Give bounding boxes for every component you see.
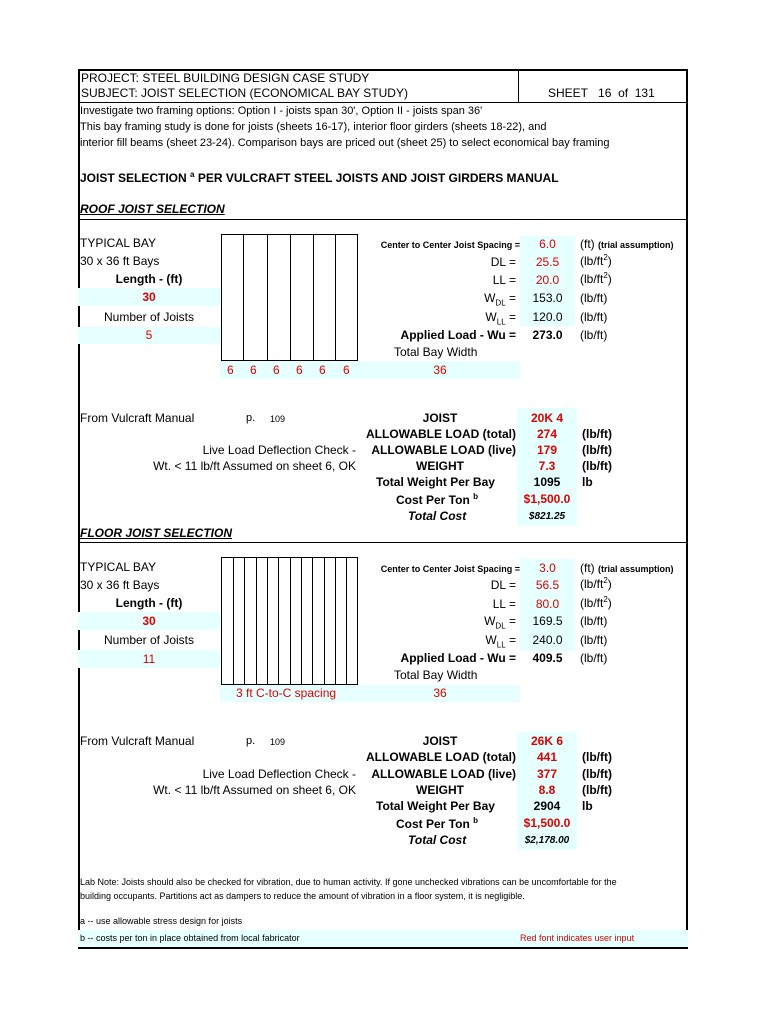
floor-dl-unit: $(lb/ft^2)$	[580, 576, 612, 591]
floor-spacing-value: 3.0	[539, 561, 556, 575]
floor-weight-value: 8.8	[538, 783, 556, 797]
roof-dl-value: 25.5	[535, 255, 560, 269]
floor-spacing-unit	[580, 561, 674, 575]
floor-dl-value: 56.5	[535, 578, 560, 592]
floor-cost-ton-text: Cost Per Ton	[396, 817, 470, 831]
floor-bays: 30 x 36 ft Bays	[80, 578, 160, 592]
footnote-b: b -- costs per ton in place obtained from local fabricator	[80, 933, 300, 943]
roof-applied-label: Applied Load - Wu =	[400, 328, 516, 342]
roof-wdl-w: W	[484, 291, 496, 305]
roof-wdl-value: 153.0	[532, 291, 563, 305]
main-title	[80, 170, 559, 185]
floor-weight-unit: (lb/ft)	[582, 783, 612, 797]
roof-allow-live-value: 179	[536, 443, 558, 457]
red-font-note: Red font indicates user input	[520, 933, 635, 943]
floor-allow-total-value: 441	[536, 750, 558, 764]
floor-weight-label: WEIGHT	[416, 783, 464, 797]
roof-wdl-label: $W_{DL}$ =	[484, 291, 516, 308]
floor-divider	[78, 542, 688, 543]
intro-line-2: This bay framing study is done for joists (sheets 16-17), interior floor girders (sheets 18-22), and	[80, 121, 547, 133]
roof-page-label: p.	[246, 412, 256, 424]
roof-applied-value: 273.0	[532, 328, 563, 342]
footnote-a: a -- use allowable stress design for joists	[80, 916, 243, 926]
main-title-footnote: a	[190, 170, 195, 179]
floor-wll-w: W	[485, 633, 497, 647]
floor-wll-label: $W_{LL}$ =	[485, 633, 516, 650]
floor-cost-ton-label	[396, 816, 478, 831]
roof-spacing-5: 6	[319, 363, 326, 377]
roof-num-joists-value: 5	[145, 328, 153, 342]
lab-note-line-2: building occupants. Partitions act as dampers to reduce the amount of vibration in a floor system, it is negligible.	[80, 891, 525, 901]
roof-ll-unit: $(lb/ft^2)$	[580, 271, 612, 286]
roof-weight-value: 7.3	[538, 459, 556, 473]
roof-total-weight-unit: lb	[582, 475, 593, 489]
roof-total-bay-width: 36	[433, 363, 447, 377]
floor-joist-line	[290, 558, 291, 684]
main-title-rest: PER VULCRAFT STEEL JOISTS AND JOIST GIRDERS MANUAL	[197, 171, 559, 185]
floor-wdl-sub: DL	[495, 621, 506, 631]
roof-length-value: 30	[142, 290, 156, 304]
floor-bay-diagram	[221, 557, 358, 685]
floor-spacing-unit-text: (ft)	[580, 561, 595, 575]
floor-spacing-label: Center to Center Joist Spacing =	[380, 564, 520, 574]
roof-wll-label: $W_{LL}$ =	[485, 310, 516, 327]
sheet-total: 131	[634, 86, 655, 100]
floor-applied-value: 409.5	[532, 651, 563, 665]
roof-spacing-value: 6.0	[539, 237, 556, 251]
floor-joist-line	[324, 558, 325, 684]
floor-joist-line	[278, 558, 279, 684]
roof-ll-check: Live Load Deflection Check -	[202, 443, 356, 457]
floor-joist-line	[312, 558, 313, 684]
roof-length-label: Length - (ft)	[115, 272, 183, 286]
roof-divider	[78, 219, 688, 220]
roof-applied-unit: (lb/ft)	[580, 328, 608, 342]
roof-dl-unit: $(lb/ft^2)$	[580, 253, 612, 268]
roof-joist-line	[243, 235, 244, 360]
floor-dl-label: DL =	[490, 578, 516, 592]
floor-total-cost-value: $2,178.00	[524, 835, 570, 846]
floor-section-title: FLOOR JOIST SELECTION	[80, 526, 233, 540]
floor-total-bay-width-label: Total Bay Width	[394, 668, 478, 682]
lab-note-line-1: Lab Note: Joists should also be checked for vibration, due to human activity. If gone unchecked vibrations can be uncomfortable for the	[80, 877, 617, 887]
floor-wdl-value: 169.5	[532, 614, 563, 628]
floor-allow-live-unit: (lb/ft)	[582, 767, 612, 781]
roof-wdl-sub: DL	[495, 298, 506, 308]
roof-cost-ton-label	[396, 492, 478, 507]
roof-ll-value: 20.0	[535, 273, 560, 287]
main-title-text: JOIST SELECTION	[80, 171, 187, 185]
roof-weight-label: WEIGHT	[416, 459, 464, 473]
roof-spacing-4: 6	[296, 363, 303, 377]
floor-joist-line	[256, 558, 257, 684]
project-title: PROJECT: STEEL BUILDING DESIGN CASE STUDY	[81, 71, 370, 85]
roof-total-cost-label: Total Cost	[408, 509, 467, 523]
floor-trial-note: (trial assumption)	[598, 564, 674, 574]
roof-wll-value: 120.0	[532, 310, 563, 324]
floor-allow-live-label: ALLOWABLE LOAD (live)	[371, 767, 516, 781]
roof-bay-diagram	[221, 234, 358, 361]
floor-total-cost-label: Total Cost	[408, 833, 467, 847]
floor-joist-line	[335, 558, 336, 684]
roof-allow-live-label: ALLOWABLE LOAD (live)	[371, 443, 516, 457]
roof-cost-ton-text: Cost Per Ton	[396, 493, 470, 507]
floor-applied-unit: (lb/ft)	[580, 651, 608, 665]
roof-wll-w: W	[485, 310, 497, 324]
floor-dl-unit-text: (lb/ft	[580, 577, 604, 591]
roof-wll-sub: LL	[496, 317, 506, 327]
floor-from-manual: From Vulcraft Manual	[80, 734, 195, 748]
roof-typical-bay: TYPICAL BAY	[80, 236, 157, 250]
floor-wdl-unit: (lb/ft)	[580, 614, 608, 628]
roof-ll-label: LL =	[492, 273, 516, 287]
floor-typical-bay: TYPICAL BAY	[80, 560, 157, 574]
roof-joist-line	[290, 235, 291, 360]
roof-spacing-2: 6	[250, 363, 257, 377]
intro-line-3: interior fill beams (sheet 23-24). Comparison bays are priced out (sheet 25) to select economical bay framing	[80, 137, 610, 149]
roof-dl-unit-text: (lb/ft	[580, 254, 604, 268]
roof-from-manual: From Vulcraft Manual	[80, 411, 195, 425]
floor-wll-unit: (lb/ft)	[580, 633, 608, 647]
calc-sheet	[78, 69, 688, 949]
floor-joist-value: 26K 6	[530, 734, 564, 748]
roof-joist-line	[335, 235, 336, 360]
roof-spacing-6: 6	[343, 363, 350, 377]
roof-wt-check: Wt. < 11 lb/ft Assumed on sheet 6, OK	[153, 459, 356, 473]
roof-cost-ton-value: $1,500.0	[523, 492, 571, 506]
floor-joist-label: JOIST	[422, 734, 458, 748]
roof-allow-total-value: 274	[536, 427, 558, 441]
sheet-label	[548, 86, 655, 100]
roof-trial-note: (trial assumption)	[598, 240, 674, 250]
floor-wdl-w: W	[484, 614, 496, 628]
floor-ll-value: 80.0	[535, 597, 560, 611]
subject-title: SUBJECT: JOIST SELECTION (ECONOMICAL BAY STUDY)	[81, 86, 408, 100]
floor-cost-ton-value: $1,500.0	[523, 816, 571, 830]
roof-page: 109	[270, 414, 286, 424]
floor-allow-total-unit: (lb/ft)	[582, 750, 612, 764]
floor-allow-live-value: 377	[536, 767, 558, 781]
floor-ll-label: LL =	[492, 597, 516, 611]
intro-line-1: Investigate two framing options: Option I - joists span 30', Option II - joists span 36'	[80, 105, 483, 117]
roof-ll-unit-text: (lb/ft	[580, 272, 604, 286]
floor-num-joists-value: 11	[142, 652, 156, 666]
floor-joist-line	[346, 558, 347, 684]
roof-spacing-unit	[580, 237, 674, 251]
roof-section-title: ROOF JOIST SELECTION	[80, 202, 225, 216]
floor-joist-line	[267, 558, 268, 684]
roof-joist-line	[313, 235, 314, 360]
header-divider	[78, 102, 688, 103]
header-vertical-divider	[518, 69, 519, 102]
floor-page: 109	[270, 737, 286, 747]
floor-total-weight-label: Total Weight Per Bay	[376, 799, 495, 813]
sheet-label-text: SHEET	[548, 86, 589, 100]
roof-joist-label: JOIST	[422, 411, 458, 425]
roof-total-bay-width-label: Total Bay Width	[394, 345, 478, 359]
sheet-of: of	[618, 86, 629, 100]
floor-num-joists-label: Number of Joists	[103, 633, 195, 647]
roof-cost-footnote: b	[473, 492, 479, 501]
floor-page-label: p.	[246, 735, 256, 747]
floor-length-label: Length - (ft)	[115, 596, 183, 610]
floor-wll-value: 240.0	[532, 633, 563, 647]
floor-joist-line	[244, 558, 245, 684]
floor-applied-label: Applied Load - Wu =	[400, 651, 516, 665]
roof-spacing-label: Center to Center Joist Spacing =	[380, 240, 520, 250]
floor-wdl-label: $W_{DL}$ =	[484, 614, 516, 631]
roof-allow-total-label: ALLOWABLE LOAD (total)	[366, 427, 516, 441]
floor-ll-unit: $(lb/ft^2)$	[580, 595, 612, 610]
roof-total-weight-value: 1095	[533, 475, 561, 489]
floor-joist-line	[233, 558, 234, 684]
floor-length-value: 30	[142, 614, 156, 628]
floor-spacing-note: 3 ft C-to-C spacing	[236, 686, 337, 700]
roof-joist-value: 20K 4	[530, 411, 564, 425]
floor-total-bay-width: 36	[433, 686, 447, 700]
roof-bays: 30 x 36 ft Bays	[80, 254, 160, 268]
roof-dl-label: DL =	[490, 255, 516, 269]
floor-wt-check: Wt. < 11 lb/ft Assumed on sheet 6, OK	[153, 783, 356, 797]
roof-wll-unit: (lb/ft)	[580, 310, 608, 324]
floor-allow-total-label: ALLOWABLE LOAD (total)	[366, 750, 516, 764]
floor-ll-unit-text: (lb/ft	[580, 596, 604, 610]
roof-total-cost-value: $821.25	[528, 511, 566, 522]
roof-wdl-unit: (lb/ft)	[580, 291, 608, 305]
roof-weight-unit: (lb/ft)	[582, 459, 612, 473]
sheet-number: 16	[598, 86, 612, 100]
floor-wll-sub: LL	[496, 640, 506, 650]
roof-spacing-1: 6	[227, 363, 234, 377]
floor-ll-check: Live Load Deflection Check -	[202, 767, 356, 781]
floor-joist-line	[301, 558, 302, 684]
roof-allow-live-unit: (lb/ft)	[582, 443, 612, 457]
roof-spacing-unit-text: (ft)	[580, 237, 595, 251]
floor-cost-footnote: b	[473, 816, 479, 825]
floor-total-weight-value: 2904	[533, 799, 561, 813]
roof-num-joists-label: Number of Joists	[103, 310, 195, 324]
roof-spacing-3: 6	[273, 363, 280, 377]
floor-total-weight-unit: lb	[582, 799, 593, 813]
roof-allow-total-unit: (lb/ft)	[582, 427, 612, 441]
roof-total-weight-label: Total Weight Per Bay	[376, 475, 495, 489]
roof-joist-line	[267, 235, 268, 360]
